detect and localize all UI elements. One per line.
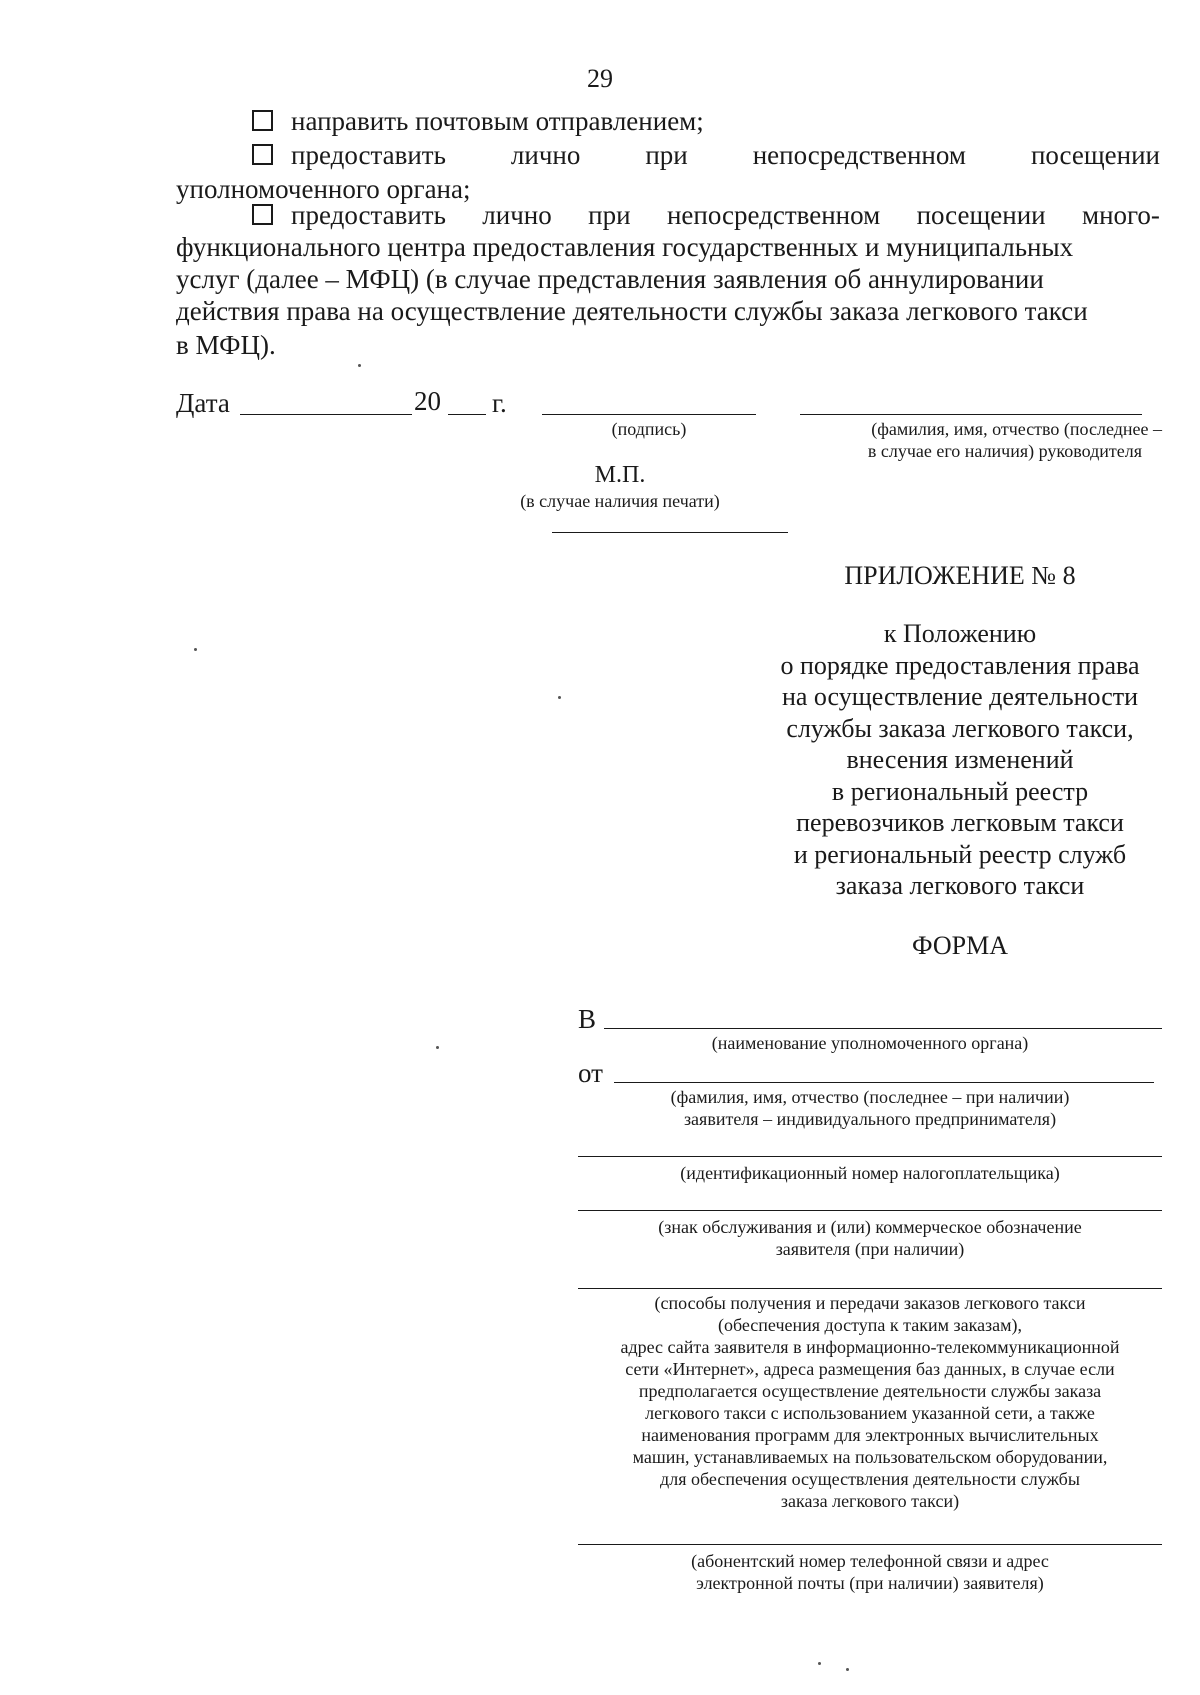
appendix-line: заказа легкового такси	[835, 871, 1085, 900]
to-caption: (наименование уполномоченного органа)	[711, 1033, 1029, 1053]
contact-caption	[578, 1550, 1162, 1594]
contact-caption-line: (абонентский номер телефонной связи и адрес	[691, 1551, 1049, 1571]
option-mfc-word-2: лично	[482, 200, 552, 230]
to-label: В	[578, 1004, 597, 1034]
appendix-reference	[760, 618, 1160, 902]
methods-caption-line: машин, устанавливаемых на пользовательском оборудовании,	[632, 1447, 1108, 1467]
from-label: от	[578, 1058, 603, 1088]
name-caption-1: (фамилия, имя, отчество (последнее –	[871, 419, 1162, 439]
contact-field[interactable]	[578, 1544, 1162, 1545]
option-authority-word-5: посещении	[1030, 140, 1160, 170]
stamp-caption: (в случае наличия печати)	[520, 491, 720, 511]
option-mfc	[252, 198, 1160, 232]
option-mfc-word-6: много-	[1082, 200, 1160, 230]
methods-caption-line: заказа легкового такси)	[780, 1491, 960, 1511]
separator-line	[552, 532, 788, 533]
name-caption-2: в случае его наличия) руководителя	[867, 441, 1142, 461]
inn-field[interactable]	[578, 1156, 1162, 1157]
brand-caption	[578, 1216, 1162, 1260]
scan-speck	[436, 1046, 439, 1049]
year-blank[interactable]	[448, 414, 486, 415]
date-day-month-blank[interactable]	[240, 414, 412, 415]
scan-speck	[194, 648, 197, 651]
scan-speck	[358, 364, 361, 367]
methods-caption-line: наименования программ для электронных вычислительных	[641, 1425, 1099, 1445]
option-authority-continuation: уполномоченного органа;	[176, 174, 471, 204]
option-mfc-word-1: предоставить	[252, 198, 446, 232]
option-mfc-word-5: посещении	[916, 200, 1046, 230]
from-caption-line: заявителя – индивидуального предпринимателя)	[683, 1109, 1057, 1129]
order-methods-field[interactable]	[578, 1288, 1162, 1289]
methods-caption-line: предполагается осуществление деятельности службы заказа	[638, 1381, 1102, 1401]
appendix-line: на осуществление деятельности	[781, 682, 1139, 711]
appendix-line: внесения изменений	[846, 745, 1074, 774]
brand-caption-line: (знак обслуживания и (или) коммерческое обозначение	[658, 1217, 1082, 1237]
brand-field[interactable]	[578, 1210, 1162, 1211]
checkbox-authority[interactable]	[252, 144, 273, 165]
page-number: 29	[587, 64, 613, 93]
appendix-line: к Положению	[883, 619, 1037, 648]
option-mfc-line-5: в МФЦ).	[176, 330, 276, 360]
option-authority-word-2: лично	[510, 140, 581, 170]
option-mfc-line-4: действия права на осуществление деятельности службы заказа легкового такси	[176, 296, 1088, 326]
option-mfc-line-3: услуг (далее – МФЦ) (в случае представления заявления об аннулировании	[176, 264, 1044, 294]
methods-caption-line: сети «Интернет», адреса размещения баз данных, в случае если	[625, 1359, 1115, 1379]
signature-blank[interactable]	[542, 414, 756, 415]
brand-caption-line: заявителя (при наличии)	[775, 1239, 965, 1259]
option-authority-word-4: непосредственном	[752, 140, 966, 170]
option-authority-word-1: предоставить	[252, 138, 446, 172]
appendix-line: службы заказа легкового такси,	[786, 713, 1134, 743]
authority-name-field[interactable]	[604, 1028, 1162, 1029]
from-caption	[578, 1086, 1162, 1130]
contact-caption-line: электронной почты (при наличии) заявителя)	[696, 1573, 1044, 1593]
option-authority	[252, 138, 1160, 172]
scan-speck	[846, 1668, 849, 1671]
methods-caption-line: (способы получения и передачи заказов легкового такси	[654, 1293, 1086, 1313]
methods-caption-line: (обеспечения доступа к таким заказам),	[717, 1315, 1023, 1335]
checkbox-mfc[interactable]	[252, 204, 273, 225]
year-prefix: 20	[414, 386, 441, 416]
methods-caption-line: для обеспечения осуществления деятельности службы	[660, 1469, 1080, 1489]
appendix-line: о порядке предоставления права	[780, 650, 1140, 680]
applicant-name-field[interactable]	[614, 1082, 1154, 1083]
option-mail	[252, 104, 704, 138]
manager-name-blank[interactable]	[800, 414, 1142, 415]
appendix-title: ПРИЛОЖЕНИЕ № 8	[844, 561, 1076, 590]
option-mfc-line-2: функционального центра предоставления государственных и муниципальных	[176, 232, 1074, 262]
scan-speck	[818, 1662, 821, 1665]
date-label: Дата	[176, 388, 230, 418]
year-suffix: г.	[492, 388, 507, 418]
scan-speck	[558, 696, 561, 699]
appendix-line: в региональный реестр	[831, 776, 1089, 806]
option-authority-word-3: при	[645, 140, 688, 170]
appendix-line: перевозчиков легковым такси	[796, 808, 1124, 837]
signature-caption: (подпись)	[611, 419, 687, 439]
methods-caption	[578, 1292, 1162, 1512]
methods-caption-line: адрес сайта заявителя в информационно-телекоммуникационной	[620, 1337, 1120, 1357]
stamp-label: М.П.	[594, 462, 646, 488]
from-caption-line: (фамилия, имя, отчество (последнее – при наличии)	[670, 1087, 1070, 1107]
form-label: ФОРМА	[912, 931, 1008, 960]
methods-caption-line: легкового такси с использованием указанной сети, а также	[645, 1403, 1095, 1423]
option-mfc-word-3: при	[588, 200, 631, 230]
checkbox-mail[interactable]	[252, 110, 273, 131]
option-mail-label: направить почтовым отправлением;	[291, 106, 704, 136]
appendix-line: и региональный реестр служб	[793, 839, 1127, 869]
inn-caption: (идентификационный номер налогоплательщика)	[680, 1163, 1060, 1183]
option-mfc-word-4: непосредственном	[666, 200, 881, 230]
